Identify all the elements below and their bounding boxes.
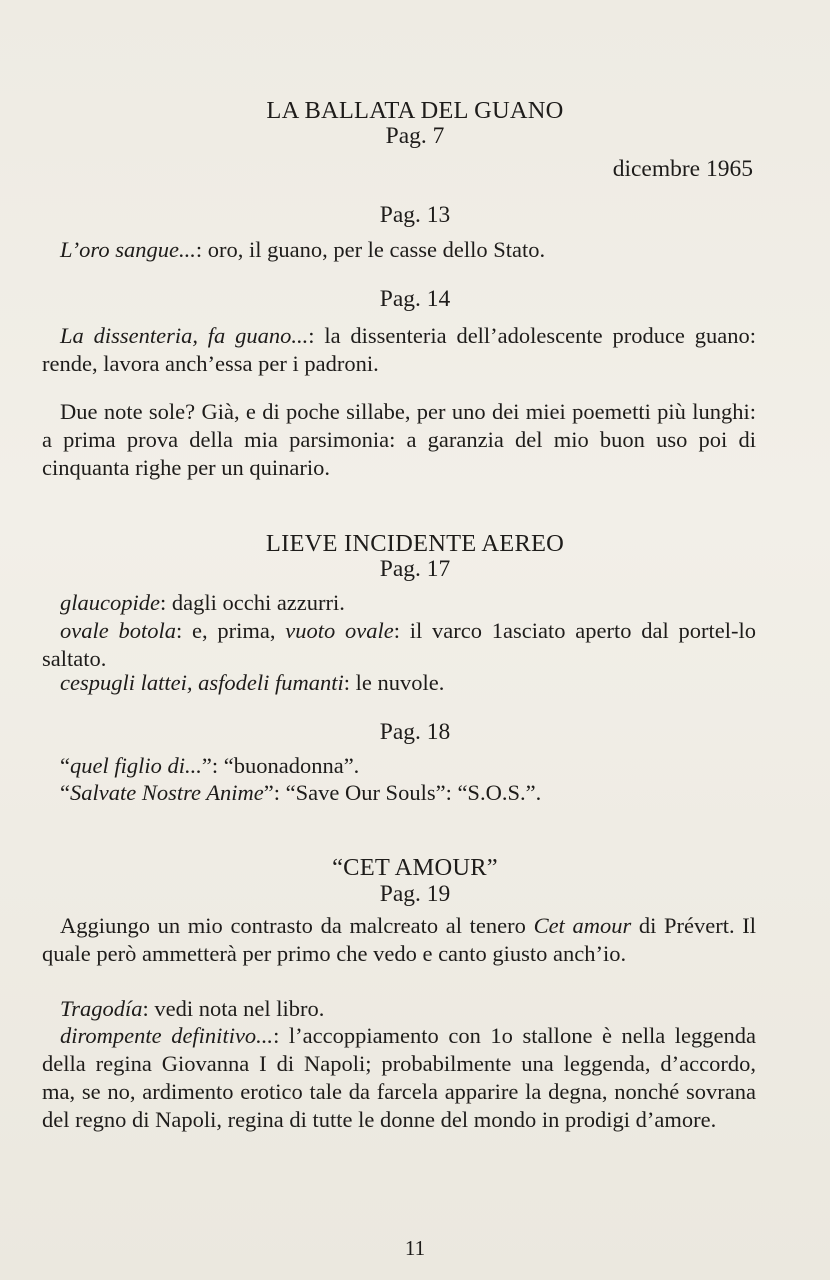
note-paragraph xyxy=(42,322,756,378)
gloss-term: vuoto ovale xyxy=(285,618,394,643)
gloss-term: quel figlio di... xyxy=(70,753,202,778)
gloss-term: ovale botola xyxy=(60,618,176,643)
gloss-text: : il varco 1asciato aperto dal portel-lo saltato. xyxy=(42,618,756,671)
gloss-line xyxy=(60,995,324,1023)
body-paragraph: Due note sole? Già, e di poche sillabe, per uno dei miei poemetti più lunghi: a prima prova della mia parsimonia: a garanzia del mio buon uso poi di cinquanta righe per un quinario. xyxy=(42,399,756,480)
note-page-ref: Pag. 13 xyxy=(379,202,451,228)
page-number: 11 xyxy=(404,1236,426,1260)
section-title: “CET AMOUR” xyxy=(332,854,498,881)
note-page-ref: Pag. 14 xyxy=(379,286,451,312)
note-term: La dissenteria, fa guano... xyxy=(60,323,309,348)
note-line xyxy=(60,236,545,264)
note-text: : la dissenteria dell’adolescente produce guano: rende, lavora anch’essa per i padroni. xyxy=(42,323,756,376)
gloss-line xyxy=(42,617,756,673)
section-page-ref: Pag. 17 xyxy=(379,556,451,582)
title-reference: Cet amour xyxy=(533,913,632,938)
gloss-term: cespugli lattei, asfodeli fumanti xyxy=(60,670,344,695)
gloss-line xyxy=(60,669,444,697)
note-text: : oro, il guano, per le casse dello Stato. xyxy=(195,237,546,262)
quote-mark: “ xyxy=(60,753,70,778)
gloss-line xyxy=(60,589,345,617)
gloss-text: : e, prima, xyxy=(176,618,286,643)
gloss-term: Salvate Nostre Anime xyxy=(70,780,264,805)
gloss-line xyxy=(60,752,359,780)
gloss-text: : l’accoppiamento con 1o stallone è nella leggenda della regina Giovanna I di Napoli; probabilmente una leggenda, d’accordo, ma, se no, ardimento erotico tale da farcela apparire la degna, nonché sovrana del regno di Napoli, regina di tutte le donne del mondo in prodigi d’amore. xyxy=(42,1023,757,1132)
section-title: LIEVE INCIDENTE AEREO xyxy=(265,530,565,557)
section-page-ref: Pag. 19 xyxy=(379,881,451,907)
gloss-paragraph xyxy=(42,1022,756,1134)
gloss-text: : le nuvole. xyxy=(343,670,445,695)
gloss-term: glaucopide xyxy=(60,590,160,615)
gloss-text: ”: “buonadonna”. xyxy=(201,753,360,778)
body-text: di Prévert. Il quale però ammetterà per primo che vedo e canto giusto anch’io. xyxy=(42,913,757,966)
gloss-term: dirompente definitivo... xyxy=(60,1023,274,1048)
gloss-text: : vedi nota nel libro. xyxy=(142,996,325,1021)
body-text: Aggiungo un mio contrasto da malcreato al tenero xyxy=(60,913,534,938)
section-page-ref: Pag. 7 xyxy=(385,123,445,149)
note-term: L’oro sangue... xyxy=(60,237,196,262)
date-line: dicembre 1965 xyxy=(612,156,753,182)
quote-mark: “ xyxy=(60,780,70,805)
gloss-term: Tragodía xyxy=(60,996,143,1021)
gloss-line xyxy=(60,779,541,807)
body-paragraph xyxy=(42,912,756,968)
note-page-ref: Pag. 18 xyxy=(379,719,451,745)
gloss-text: ”: “Save Our Souls”: “S.O.S.”. xyxy=(263,780,542,805)
section-title: LA BALLATA DEL GUANO xyxy=(266,97,564,124)
gloss-text: : dagli occhi azzurri. xyxy=(159,590,345,615)
